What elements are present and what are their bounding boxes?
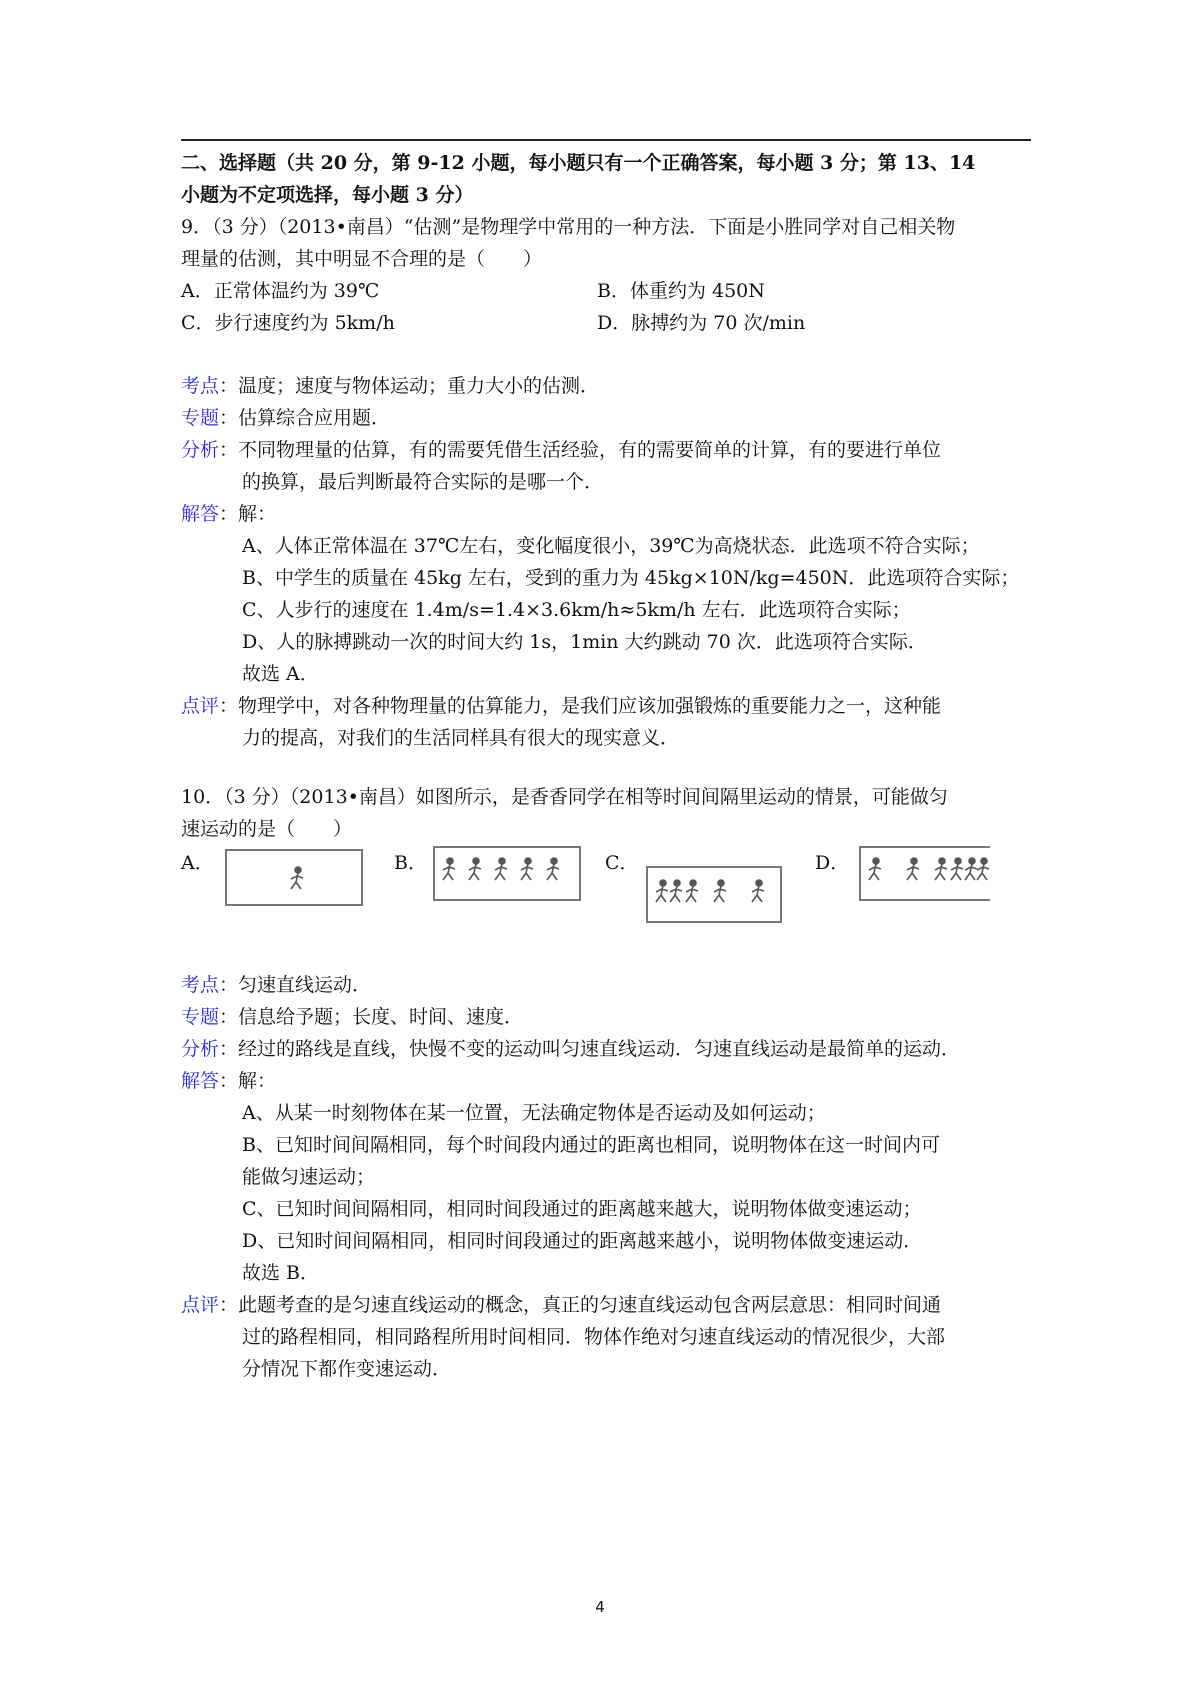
runner-icon — [686, 880, 698, 902]
fig-letter-c: C． — [605, 852, 639, 874]
zhuanti-label: 专题 — [181, 407, 220, 429]
q10-jieda-line-c: C、已知时间间隔相同，相同时间段通过的距离越来越大，说明物体做变速运动； — [242, 1198, 922, 1220]
jieda-label: 解答 — [181, 503, 220, 525]
runner-icon — [656, 880, 668, 902]
figure-a-runner-strip — [224, 848, 364, 908]
runner-icon — [443, 858, 455, 880]
q9-jieda-line-c: C、人步行的速度在 1.4m/s=1.4×3.6km/h≈5km/h 左右．此选项符合实际； — [242, 599, 911, 621]
jieda-label: 解答 — [181, 1070, 220, 1092]
runner-icon — [547, 858, 559, 880]
kaodian-label: 考点 — [181, 375, 220, 397]
section-heading-line2: 小题为不定项选择，每小题 3 分） — [181, 184, 474, 206]
runner-icon — [977, 858, 989, 880]
runner-icon — [965, 858, 977, 880]
q10-dianping: 点评：此题考查的是匀速直线运动的概念，真正的匀速直线运动包含两层意思：相同时间通 — [181, 1294, 942, 1316]
q9-dianping: 点评：物理学中，对各种物理量的估算能力，是我们应该加强锻炼的重要能力之一，这种能 — [181, 695, 942, 717]
fenxi-label: 分析 — [181, 439, 220, 461]
section-heading-line1: 二、选择题（共 20 分，第 9-12 小题，每小题只有一个正确答案，每小题 3 分；第 13、14 — [181, 152, 976, 174]
dianping-label: 点评 — [181, 1294, 220, 1316]
runner-icon — [495, 858, 507, 880]
fenxi-label: 分析 — [181, 1038, 220, 1060]
q9-option-d: D．脉搏约为 70 次/min — [597, 312, 806, 334]
q10-fenxi: 分析：经过的路线是直线，快慢不变的运动叫匀速直线运动．匀速直线运动是最简单的运动． — [181, 1038, 961, 1060]
fig-letter-a: A． — [181, 852, 214, 874]
runner-icon — [907, 858, 919, 880]
q9-jieda-line-b: B、中学生的质量在 45kg 左右，受到的重力为 45kg×10N/kg=450N．此选项符合实际； — [242, 567, 1020, 589]
q10-answer: 故选 B． — [242, 1262, 320, 1284]
q9-jieda-line-a: A、人体正常体温在 37℃左右，变化幅度很小，39℃为高烧状态．此选项不符合实际； — [242, 535, 980, 557]
q10-jieda-line-a: A、从某一时刻物体在某一位置，无法确定物体是否运动及如何运动； — [242, 1102, 826, 1124]
q10-stem-line1: 10．（3 分）（2013•南昌）如图所示，是香香同学在相等时间间隔里运动的情景，可能做匀 — [181, 786, 948, 808]
runner-icon — [291, 867, 303, 889]
q9-jieda: 解答：解： — [181, 503, 277, 525]
runner-icon — [469, 858, 481, 880]
q10-jieda: 解答：解： — [181, 1070, 277, 1092]
runner-icon — [521, 858, 533, 880]
zhuanti-label: 专题 — [181, 1006, 220, 1028]
q9-jieda-line-d: D、人的脉搏跳动一次的时间大约 1s，1min 大约跳动 70 次．此选项符合实际． — [242, 631, 927, 653]
q9-stem-line1: 9．（3 分）（2013•南昌）“估测”是物理学中常用的一种方法．下面是小胜同学对自己相关物 — [181, 216, 956, 238]
q10-dianping-line2: 过的路程相同，相同路程所用时间相同．物体作绝对匀速直线运动的情况很少，大部 — [242, 1326, 946, 1348]
q9-option-c: C．步行速度约为 5km/h — [181, 312, 395, 334]
runner-icon — [670, 880, 682, 902]
q10-jieda-line-d: D、已知时间间隔相同，相同时间段通过的距离越来越小，说明物体做变速运动． — [242, 1230, 923, 1252]
figure-c-runner-strip — [645, 865, 783, 925]
q10-dianping-line3: 分情况下都作变速运动． — [242, 1358, 452, 1380]
q10-kaodian: 考点：匀速直线运动． — [181, 974, 372, 996]
fig-letter-d: D． — [815, 852, 850, 874]
q10-jieda-line-b: B、已知时间间隔相同，每个时间段内通过的距离也相同，说明物体在这一时间内可 — [242, 1134, 940, 1156]
fig-letter-b: B． — [394, 852, 427, 874]
page-number: 4 — [595, 1598, 605, 1616]
dianping-label: 点评 — [181, 695, 220, 717]
runner-icon — [752, 880, 764, 902]
runner-icon — [935, 858, 947, 880]
kaodian-label: 考点 — [181, 974, 220, 996]
runner-icon — [869, 858, 881, 880]
q10-zhuanti: 专题：信息给予题；长度、时间、速度． — [181, 1006, 524, 1028]
q10-stem-line2: 速运动的是（ ） — [181, 818, 353, 840]
q9-fenxi: 分析：不同物理量的估算，有的需要凭借生活经验，有的需要简单的计算，有的要进行单位 — [181, 439, 942, 461]
q10-jieda-line-b2: 能做匀速运动； — [242, 1166, 376, 1188]
figure-d-runner-strip — [858, 845, 990, 903]
q9-stem-line2: 理量的估测，其中明显不合理的是（ ） — [181, 248, 543, 270]
runner-icon — [951, 858, 963, 880]
q9-kaodian: 考点：温度；速度与物体运动；重力大小的估测． — [181, 375, 600, 397]
q9-fenxi-line2: 的换算，最后判断最符合实际的是哪一个． — [242, 471, 604, 493]
q9-dianping-line2: 力的提高，对我们的生活同样具有很大的现实意义． — [242, 727, 680, 749]
q9-zhuanti: 专题：估算综合应用题． — [181, 407, 391, 429]
q9-option-b: B．体重约为 450N — [597, 280, 765, 302]
figure-b-runner-strip — [432, 845, 582, 903]
q9-option-a: A．正常体温约为 39℃ — [181, 280, 380, 302]
top-rule — [181, 139, 1031, 141]
runner-icon — [714, 880, 726, 902]
q9-answer: 故选 A． — [242, 663, 319, 685]
